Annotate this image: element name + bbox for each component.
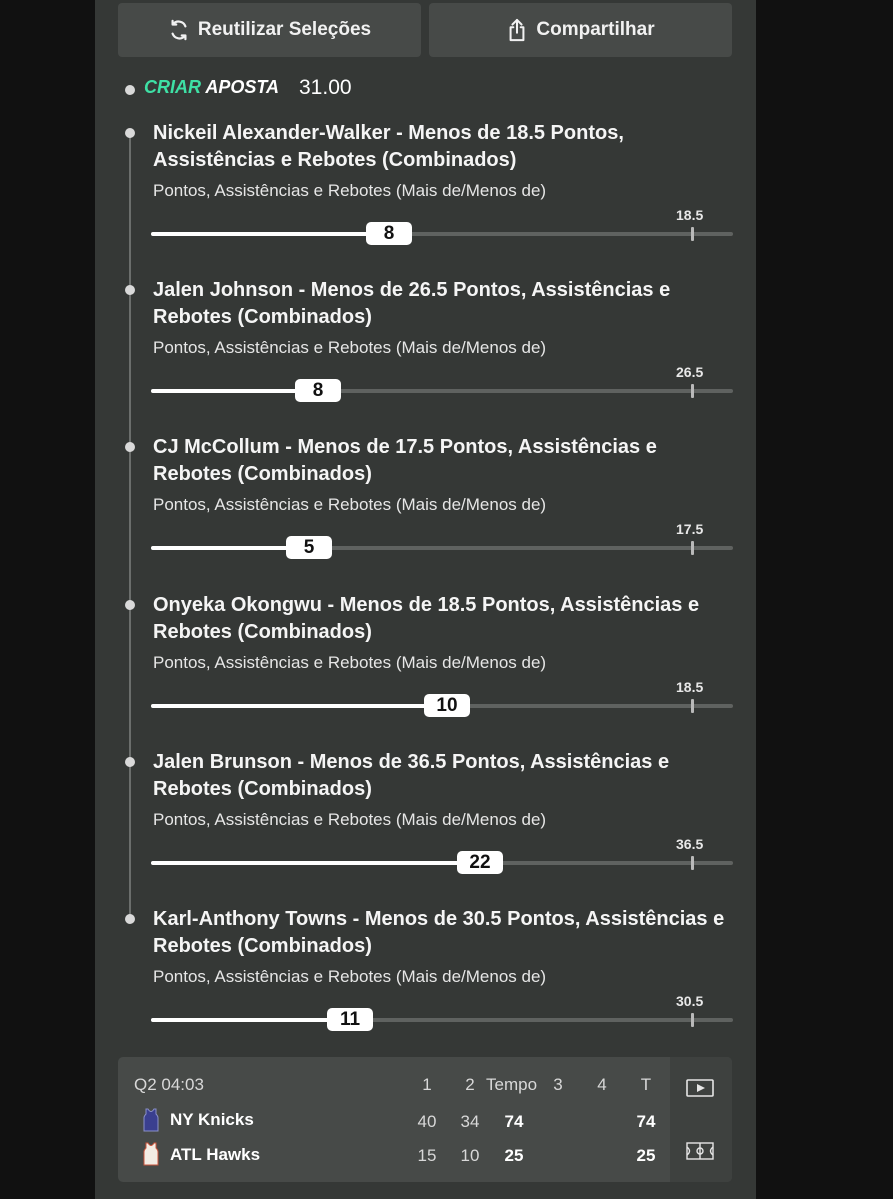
team-total: 25 xyxy=(636,1146,656,1165)
header-q3: 3 xyxy=(553,1075,563,1094)
leg-current-value: 22 xyxy=(457,851,503,874)
leg-market: Pontos, Assistências e Rebotes (Mais de/Menos de) xyxy=(153,495,547,514)
leg-current-value: 10 xyxy=(424,694,470,717)
leg-current-value: 8 xyxy=(366,222,412,245)
progress-fill xyxy=(151,232,385,236)
share-icon xyxy=(506,18,528,42)
team-q2: 34 xyxy=(460,1112,480,1131)
leg-current-value: 11 xyxy=(327,1008,373,1031)
leg-target-label: 36.5 xyxy=(676,836,704,852)
timeline-dot xyxy=(125,128,135,138)
target-tick xyxy=(691,856,694,870)
timeline-dot xyxy=(125,442,135,452)
header-half: Tempo xyxy=(486,1075,538,1094)
reuse-selections-label: Reutilizar Seleções xyxy=(197,19,372,40)
leg-title: Karl-Anthony Towns - Menos de 30.5 Pontos, Assistências e Rebotes (Combinados) xyxy=(153,908,725,957)
team-q1: 40 xyxy=(417,1112,437,1131)
refresh-icon xyxy=(168,19,190,41)
header-q2: 2 xyxy=(465,1075,475,1094)
timeline-dot xyxy=(125,914,135,924)
bet-leg xyxy=(153,120,733,244)
bet-leg xyxy=(153,592,733,716)
leg-title: CJ McCollum - Menos de 17.5 Pontos, Assistências e Rebotes (Combinados) xyxy=(153,436,657,485)
scoreboard xyxy=(118,1057,732,1182)
bet-leg xyxy=(153,277,733,401)
create-bet-label xyxy=(144,77,279,98)
leg-target-label: 26.5 xyxy=(676,364,704,380)
reuse-selections-button[interactable] xyxy=(118,3,421,57)
timeline-dot xyxy=(125,600,135,610)
team-q1: 15 xyxy=(417,1146,437,1165)
progress-track xyxy=(151,389,733,393)
progress-track xyxy=(151,1018,733,1022)
progress-track xyxy=(151,232,733,236)
progress-track xyxy=(151,861,733,865)
target-tick xyxy=(691,1013,694,1027)
leg-target-label: 18.5 xyxy=(676,679,704,695)
progress-track xyxy=(151,546,733,550)
timeline-dot-header xyxy=(125,85,135,95)
team-name: NY Knicks xyxy=(170,1110,254,1129)
leg-title: Onyeka Okongwu - Menos de 18.5 Pontos, Assistências e Rebotes (Combinados) xyxy=(153,594,700,643)
criar-text: CRIAR xyxy=(144,77,201,97)
bet-leg xyxy=(153,749,733,873)
leg-title: Jalen Johnson - Menos de 26.5 Pontos, Assistências e Rebotes (Combinados) xyxy=(153,279,671,328)
game-clock: Q2 04:03 xyxy=(134,1075,204,1094)
leg-market: Pontos, Assistências e Rebotes (Mais de/Menos de) xyxy=(153,967,547,986)
leg-target-label: 17.5 xyxy=(676,521,704,537)
bet-leg xyxy=(153,434,733,558)
leg-title: Jalen Brunson - Menos de 36.5 Pontos, Assistências e Rebotes (Combinados) xyxy=(153,751,670,800)
progress-fill xyxy=(151,546,305,550)
team-half: 74 xyxy=(504,1112,524,1131)
play-video-icon[interactable] xyxy=(686,1078,714,1103)
aposta-text: APOSTA xyxy=(205,77,280,97)
target-tick xyxy=(691,227,694,241)
timeline-dot xyxy=(125,757,135,767)
leg-market: Pontos, Assistências e Rebotes (Mais de/Menos de) xyxy=(153,810,547,829)
progress-fill xyxy=(151,1018,346,1022)
team-half: 25 xyxy=(504,1146,524,1165)
target-tick xyxy=(691,699,694,713)
leg-market: Pontos, Assistências e Rebotes (Mais de/Menos de) xyxy=(153,181,547,200)
header-q1: 1 xyxy=(422,1075,432,1094)
team-name: ATL Hawks xyxy=(170,1145,261,1164)
hawks-jersey-icon xyxy=(142,1142,160,1171)
leg-target-label: 30.5 xyxy=(676,993,704,1009)
leg-title: Nickeil Alexander-Walker - Menos de 18.5 Pontos, Assistências e Rebotes (Combinados) xyxy=(153,122,624,171)
share-label: Compartilhar xyxy=(536,19,655,40)
court-icon[interactable] xyxy=(686,1141,714,1166)
share-button[interactable] xyxy=(429,3,732,57)
progress-fill xyxy=(151,389,314,393)
leg-current-value: 5 xyxy=(286,536,332,559)
leg-target-label: 18.5 xyxy=(676,207,704,223)
bet-odds: 31.00 xyxy=(299,76,352,99)
progress-fill xyxy=(151,861,476,865)
target-tick xyxy=(691,541,694,555)
leg-current-value: 8 xyxy=(295,379,341,402)
timeline-line xyxy=(129,133,131,923)
progress-fill xyxy=(151,704,443,708)
header-total: T xyxy=(640,1075,652,1094)
leg-market: Pontos, Assistências e Rebotes (Mais de/Menos de) xyxy=(153,338,547,357)
team-q2: 10 xyxy=(460,1146,480,1165)
timeline-dot xyxy=(125,285,135,295)
header-q4: 4 xyxy=(597,1075,607,1094)
target-tick xyxy=(691,384,694,398)
bet-leg xyxy=(153,906,733,1030)
knicks-jersey-icon xyxy=(142,1108,160,1137)
team-total: 74 xyxy=(636,1112,656,1131)
leg-market: Pontos, Assistências e Rebotes (Mais de/Menos de) xyxy=(153,653,547,672)
